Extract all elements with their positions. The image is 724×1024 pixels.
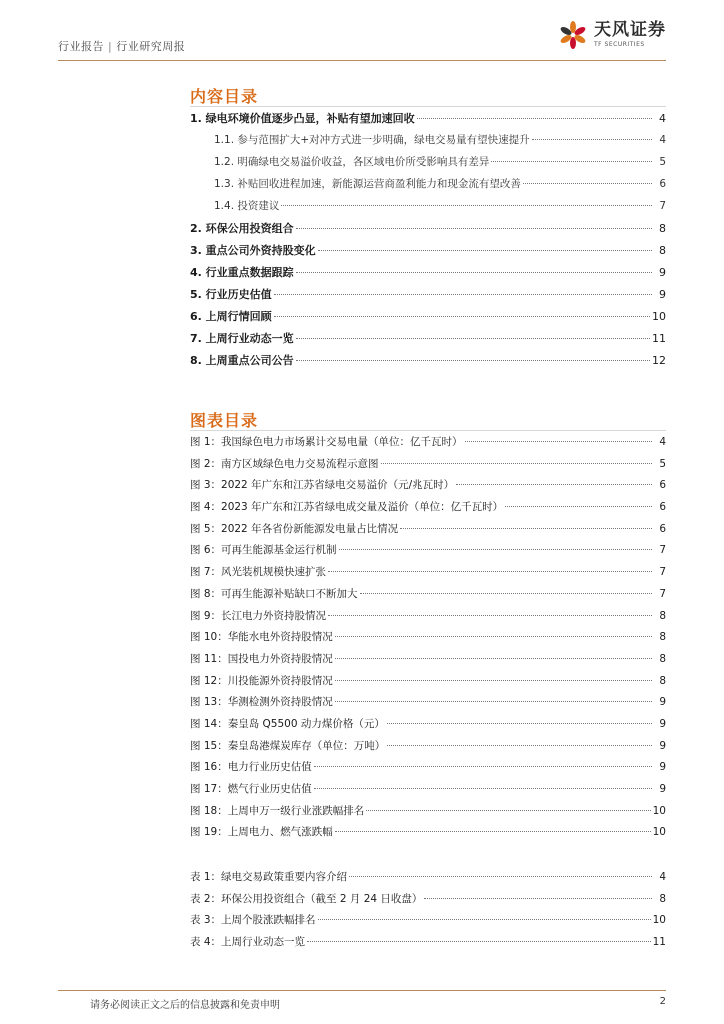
toc-entry-label: 5. 行业历史估值 [190,288,272,301]
toc-entry-page: 4 [659,134,666,146]
figure-entry[interactable] [190,477,666,499]
toc-entry[interactable] [190,198,666,220]
figure-entry-label: 图 14：秦皇岛 Q5500 动力煤价格（元） [190,717,385,730]
figure-entry-label: 图 18：上周申万一级行业涨跌幅排名 [190,804,365,817]
toc-entry-label: 1.3. 补贴回收进程加速，新能源运营商盈利能力和现金流有望改善 [214,178,521,190]
figure-entry-page: 9 [659,717,666,730]
dot-leader [274,316,650,317]
figure-entry-page: 4 [659,436,666,448]
figure-entry[interactable] [190,564,666,586]
toc-entry-page: 8 [659,222,666,235]
figure-entry-label: 图 19：上周电力、燃气涨跌幅 [190,826,333,839]
dot-leader [360,593,652,594]
figure-entry-label: 图 2：南方区域绿色电力交易流程示意图 [190,457,379,470]
dot-leader [387,745,652,746]
dot-leader [335,831,651,832]
figure-entry[interactable] [190,673,666,695]
table-entry[interactable] [190,934,666,956]
dot-leader [296,228,652,229]
figure-entry-page: 8 [659,631,666,644]
dot-leader [349,876,652,877]
toc-entry[interactable] [190,330,666,352]
figure-entry[interactable] [190,781,666,803]
dot-leader [456,484,652,485]
figure-entry-page: 10 [652,804,666,817]
figure-entry[interactable] [190,824,666,846]
figure-entry[interactable] [190,694,666,716]
toc-entry-page: 8 [659,244,666,257]
toc-entry[interactable] [190,154,666,176]
toc-entry-page: 11 [652,332,666,345]
figure-entry[interactable] [190,651,666,673]
dot-leader [335,658,652,659]
toc-entry-page: 9 [659,288,666,301]
figure-entry[interactable] [190,738,666,760]
table-entry-page: 11 [652,936,666,949]
dot-leader [465,441,652,442]
dot-leader [335,636,652,637]
dot-leader [424,898,652,899]
report-subcategory-label: 行业研究周报 [116,40,186,53]
logo-name-cn: 天风证券 [594,20,666,40]
header-divider [58,60,666,61]
figure-entry-label: 图 10：华能水电外资持股情况 [190,631,333,644]
table-entry[interactable] [190,891,666,913]
figure-entry-label: 图 12：川投能源外资持股情况 [190,674,333,687]
figure-entry-page: 8 [659,652,666,665]
figure-entry-page: 9 [659,696,666,709]
figure-entry-label: 图 13：华测检测外资持股情况 [190,696,333,709]
figure-entry-page: 6 [659,501,666,514]
toc-entry[interactable] [190,242,666,264]
figure-entry[interactable] [190,586,666,608]
dot-leader [328,615,652,616]
dot-leader [491,161,652,162]
dot-leader [314,788,652,789]
figure-entry-label: 图 8：可再生能源补贴缺口不断加大 [190,587,358,600]
toc-entry[interactable] [190,176,666,198]
figure-entry-page: 7 [659,544,666,557]
figure-entry-label: 图 6：可再生能源基金运行机制 [190,544,337,557]
figure-entry-page: 8 [659,674,666,687]
figure-entry-page: 7 [659,566,666,579]
figure-entry-page: 5 [659,457,666,470]
header-separator: | [108,40,113,53]
dot-leader [417,118,652,119]
dot-leader [318,250,652,251]
toc-entry-label: 8. 上周重点公司公告 [190,354,294,367]
figure-entry-label: 图 15：秦皇岛港煤炭库存（单位：万吨） [190,739,386,752]
figure-entry[interactable] [190,456,666,478]
figure-entry-page: 7 [659,587,666,600]
figure-entry-label: 图 9：长江电力外资持股情况 [190,609,327,622]
figure-entry-label: 图 11：国投电力外资持股情况 [190,652,333,665]
figure-entry-page: 6 [659,479,666,492]
contents-title-underline [190,106,666,107]
toc-entry-label: 7. 上周行业动态一览 [190,332,294,345]
dot-leader [505,506,652,507]
toc-entry-page: 4 [659,112,666,125]
toc-entry[interactable] [190,286,666,308]
dot-leader [296,338,650,339]
page-number: 2 [659,996,666,1007]
dot-leader [274,294,652,295]
footer-divider [58,990,666,991]
figure-entry-page: 6 [659,522,666,535]
figure-entry[interactable] [190,434,666,456]
toc-entry-page: 7 [659,200,666,212]
figure-entry-label: 图 1：我国绿色电力市场累计交易电量（单位：亿千瓦时） [190,436,463,448]
table-entry[interactable] [190,912,666,934]
table-entry-page: 10 [652,914,666,927]
toc-entry-page: 12 [652,354,666,367]
figure-entry[interactable] [190,759,666,781]
figure-entry-label: 图 16：电力行业历史估值 [190,761,312,774]
figure-entry-label: 图 4：2023 年广东和江苏省绿电成交量及溢价（单位：亿千瓦时） [190,501,504,514]
figure-entry[interactable] [190,716,666,738]
table-entry[interactable] [190,869,666,891]
dot-leader [335,680,652,681]
figure-entry[interactable] [190,803,666,825]
toc-entry-label: 6. 上周行情回顾 [190,310,272,323]
table-entry-page: 4 [659,871,666,883]
figure-entry-page: 9 [659,739,666,752]
toc-entry[interactable] [190,264,666,286]
figure-entry[interactable] [190,542,666,564]
table-entry-label: 表 3：上周个股涨跌幅排名 [190,914,316,927]
figure-entry[interactable] [190,608,666,630]
toc-entry-label: 1. 绿电环境价值逐步凸显，补贴有望加速回收 [190,112,415,125]
logo-flower-icon [558,20,588,50]
figure-entry-label: 图 17：燃气行业历史估值 [190,783,312,795]
table-entry-label: 表 4：上周行业动态一览 [190,936,306,949]
figures-title-underline [190,430,666,431]
toc-entry[interactable] [190,110,666,132]
dot-leader [532,139,652,140]
dot-leader [314,766,652,767]
toc-entry[interactable] [190,352,666,374]
figure-entry-page: 9 [659,783,666,795]
figure-entry-label: 图 3：2022 年广东和江苏省绿电交易溢价（元/兆瓦时） [190,479,455,492]
dot-leader [335,701,652,702]
toc-entry-label: 2. 环保公用投资组合 [190,222,294,235]
dot-leader [339,549,652,550]
figure-entry[interactable] [190,521,666,543]
report-category [58,38,185,54]
dot-leader [281,205,652,206]
toc-entry[interactable] [190,220,666,242]
toc-entry[interactable] [190,132,666,154]
logo-name-en: TF SECURITIES [594,41,645,48]
dot-leader [328,571,652,572]
dot-leader [307,941,651,942]
dot-leader [381,463,652,464]
figure-entry-page: 10 [652,826,666,839]
figures-title: 图表目录 [190,411,259,430]
dot-leader [366,810,650,811]
table-entry-page: 8 [659,892,666,905]
toc-entry-page: 5 [659,156,666,168]
figure-entry[interactable] [190,629,666,651]
dot-leader [296,272,652,273]
footer-disclaimer: 请务必阅读正文之后的信息披露和免责申明 [90,1000,280,1011]
figure-entry-label: 图 7：风光装机规模快速扩张 [190,566,327,579]
toc-entry-label: 1.2. 明确绿电交易溢价收益，各区域电价所受影响具有差异 [214,156,490,168]
toc-entry-page: 9 [659,266,666,279]
dot-leader [387,723,652,724]
figure-entry-page: 9 [659,761,666,774]
table-entry-label: 表 2：环保公用投资组合（截至 2 月 24 日收盘） [190,892,423,905]
company-logo [558,20,666,50]
toc-entry-label: 1.1. 参与范围扩大+对冲方式进一步明确，绿电交易量有望快速提升 [214,134,530,146]
toc-entry[interactable] [190,308,666,330]
dot-leader [296,360,650,361]
toc-entry-label: 3. 重点公司外资持股变化 [190,244,316,257]
tables-list [190,869,666,956]
contents-list [190,110,666,374]
report-category-label: 行业报告 [58,40,104,53]
table-entry-label: 表 1：绿电交易政策重要内容介绍 [190,871,348,883]
dot-leader [523,183,652,184]
dot-leader [400,528,652,529]
toc-entry-page: 10 [652,310,666,323]
figure-entry-label: 图 5：2022 年各省份新能源发电量占比情况 [190,522,399,535]
toc-entry-page: 6 [659,178,666,190]
figure-entry[interactable] [190,499,666,521]
figure-entry-page: 8 [659,609,666,622]
contents-title: 内容目录 [190,87,259,106]
toc-entry-label: 4. 行业重点数据跟踪 [190,266,294,279]
toc-entry-label: 1.4. 投资建议 [214,200,280,212]
dot-leader [318,919,651,920]
figures-list [190,434,666,846]
